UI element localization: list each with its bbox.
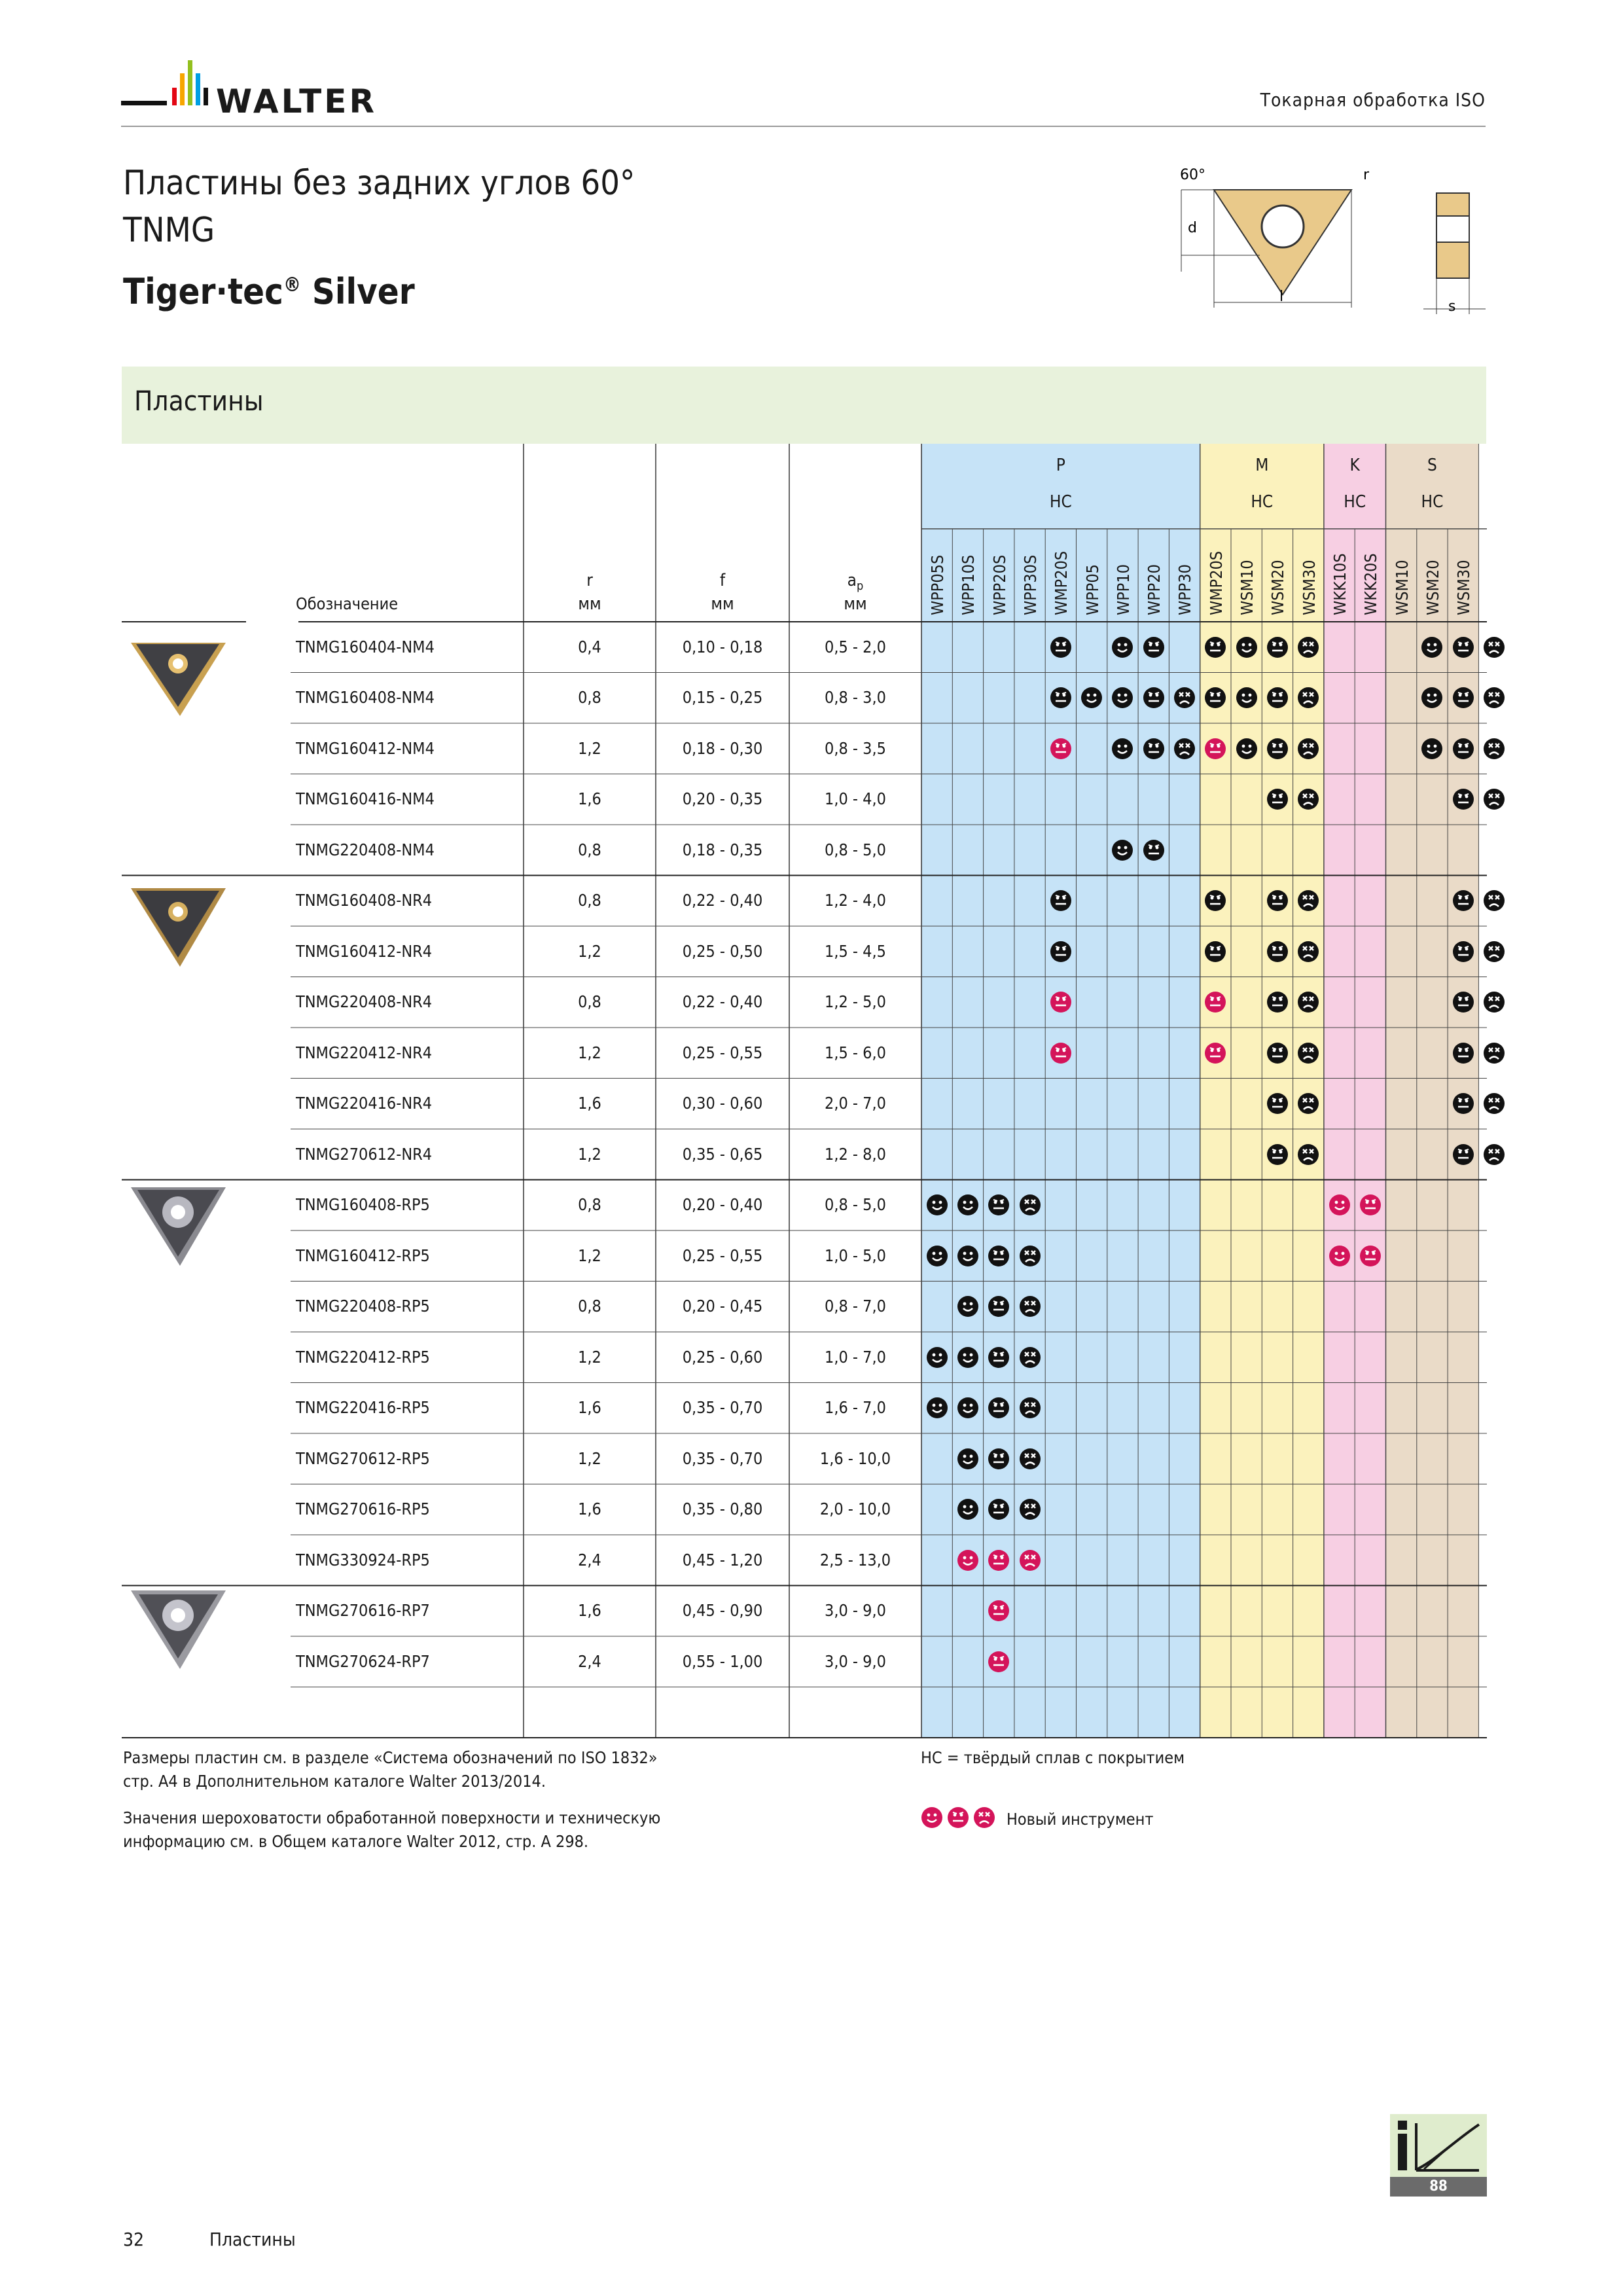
cell-ap: 0,8 - 3,5 [825,738,886,758]
grade-header: WPP20S [990,554,1009,615]
good-suitability-icon [957,1245,979,1267]
cell-f: 0,18 - 0,30 [682,738,763,758]
new-medium-suitability-icon [1050,738,1072,760]
medium-suitability-icon [1266,941,1289,963]
good-suitability-icon [1236,738,1258,760]
medium-suitability-icon [1452,1042,1474,1064]
poor-suitability-icon [1173,738,1196,760]
medium-suitability-icon [1452,738,1474,760]
cell-ap: 2,5 - 13,0 [819,1550,891,1570]
poor-suitability-icon [1297,687,1319,709]
grade-header: WPP10S [959,554,978,615]
poor-suitability-icon [1019,1397,1041,1419]
cell-f: 0,20 - 0,35 [682,789,763,809]
poor-suitability-icon [1297,1042,1319,1064]
good-suitability-icon [1421,738,1443,760]
poor-suitability-icon [1297,991,1319,1013]
new-medium-suitability-icon [1050,1042,1072,1064]
cell-f: 0,22 - 0,40 [682,891,763,910]
cell-r: 1,6 [578,1499,601,1519]
coating-label-s: HC [1421,492,1444,512]
cell-f: 0,20 - 0,45 [682,1297,763,1316]
cell-designation: TNMG220408-NM4 [296,840,435,859]
new-medium-suitability-icon [1359,1245,1382,1267]
cell-f: 0,25 - 0,55 [682,1246,763,1265]
grade-header: WSM30 [1454,560,1474,615]
drawing-s-label: s [1448,298,1456,315]
poor-suitability-icon [1297,738,1319,760]
cell-f: 0,45 - 0,90 [682,1601,763,1621]
cell-r: 1,2 [578,1246,601,1265]
coating-label-m: HC [1251,492,1274,512]
page-subtitle-tnmg: TNMG [123,211,215,250]
cell-f: 0,25 - 0,50 [682,941,763,961]
medium-suitability-icon [1452,1143,1474,1166]
cell-f: 0,25 - 0,60 [682,1347,763,1367]
medium-suitability-icon [1266,1042,1289,1064]
cell-ap: 1,6 - 10,0 [819,1448,891,1468]
cell-r: 0,8 [578,1297,601,1316]
col-header-f-unit: мм [711,594,734,614]
poor-suitability-icon [1019,1448,1041,1470]
good-suitability-icon [1421,687,1443,709]
cell-f: 0,18 - 0,35 [682,840,763,859]
footnote-roughness-1: Значения шероховатости обработанной поверхности и техническую [123,1808,661,1827]
medium-suitability-icon [1204,687,1226,709]
grade-header: WPP05S [928,554,947,615]
poor-suitability-icon [1483,1143,1505,1166]
cell-designation: TNMG270616-RP5 [296,1499,430,1519]
iso-group-m: M [1255,456,1269,475]
medium-suitability-icon [1266,889,1289,912]
cell-designation: TNMG160408-RP5 [296,1195,430,1215]
cell-ap: 1,6 - 7,0 [825,1398,886,1418]
medium-suitability-icon [1266,738,1289,760]
good-suitability-icon [926,1194,948,1216]
cell-designation: TNMG220408-RP5 [296,1297,430,1316]
good-suitability-icon [1236,687,1258,709]
medium-suitability-icon [988,1397,1010,1419]
info-box-number: 88 [1429,2178,1448,2195]
cell-f: 0,45 - 1,20 [682,1550,763,1570]
insert-image-rp7 [124,1583,229,1677]
cell-designation: TNMG160408-NM4 [296,688,435,708]
poor-suitability-icon [1483,687,1505,709]
page-number: 32 [123,2229,145,2250]
new-medium-suitability-icon [1359,1194,1382,1216]
col-header-ap-unit: мм [844,594,867,614]
new-poor-legend-icon [973,1806,995,1829]
poor-suitability-icon [1297,636,1319,658]
medium-suitability-icon [1266,687,1289,709]
good-suitability-icon [926,1346,948,1369]
medium-suitability-icon [988,1448,1010,1470]
drawing-d-label: d [1188,220,1197,236]
good-suitability-icon [1080,687,1103,709]
cell-ap: 0,8 - 5,0 [825,840,886,859]
cell-r: 1,6 [578,1601,601,1621]
footer-label: Пластины [209,2229,296,2250]
section-title: Токарная обработка ISO [1260,89,1486,111]
cell-r: 0,8 [578,688,601,708]
medium-suitability-icon [1452,889,1474,912]
cell-f: 0,25 - 0,55 [682,1043,763,1062]
medium-suitability-icon [1452,991,1474,1013]
cell-ap: 1,2 - 5,0 [825,992,886,1012]
medium-suitability-icon [1266,1092,1289,1115]
cell-ap: 1,5 - 6,0 [825,1043,886,1062]
coating-label-p: HC [1049,492,1072,512]
cell-r: 1,2 [578,1347,601,1367]
medium-suitability-icon [1204,941,1226,963]
poor-suitability-icon [1019,1295,1041,1318]
new-poor-suitability-icon [1019,1549,1041,1571]
insert-image-nm4 [124,630,229,724]
col-header-f: f [719,571,726,590]
cell-f: 0,35 - 0,70 [682,1448,763,1468]
medium-suitability-icon [988,1194,1010,1216]
medium-suitability-icon [988,1498,1010,1520]
poor-suitability-icon [1019,1245,1041,1267]
grade-header: WPP05 [1082,564,1102,615]
cell-r: 2,4 [578,1651,601,1671]
cell-designation: TNMG160412-RP5 [296,1246,430,1265]
grade-header: WSM10 [1238,560,1257,615]
cell-designation: TNMG160416-NM4 [296,789,435,809]
poor-suitability-icon [1297,1143,1319,1166]
cell-ap: 2,0 - 10,0 [819,1499,891,1519]
grade-header: WPP20 [1145,564,1164,615]
cell-designation: TNMG220416-RP5 [296,1398,430,1418]
col-header-designation: Обозначение [296,594,399,613]
medium-suitability-icon [1452,687,1474,709]
new-medium-suitability-icon [988,1651,1010,1673]
insert-image-rp5 [124,1179,229,1274]
good-suitability-icon [1111,636,1133,658]
cell-designation: TNMG160412-NM4 [296,738,435,758]
cell-ap: 0,8 - 5,0 [825,1195,886,1215]
footnote-dimensions-2: стр. A4 в Дополнительном каталоге Walter 2013/2014. [123,1772,546,1791]
poor-suitability-icon [1019,1346,1041,1369]
footnote-dimensions-1: Размеры пластин см. в разделе «Система обозначений по ISO 1832» [123,1748,658,1767]
cell-r: 1,2 [578,941,601,961]
good-suitability-icon [957,1448,979,1470]
cell-r: 1,2 [578,1448,601,1468]
poor-suitability-icon [1483,991,1505,1013]
medium-suitability-icon [1050,636,1072,658]
cell-designation: TNMG330924-RP5 [296,1550,430,1570]
good-suitability-icon [1111,687,1133,709]
grade-header: WSM30 [1299,560,1319,615]
new-good-legend-icon [921,1806,943,1829]
cell-designation: TNMG270612-RP5 [296,1448,430,1468]
cell-r: 0,8 [578,1195,601,1215]
medium-suitability-icon [1452,1092,1474,1115]
medium-suitability-icon [1266,1143,1289,1166]
cell-r: 0,8 [578,891,601,910]
cell-designation: TNMG270612-NR4 [296,1144,433,1164]
cell-designation: TNMG220412-RP5 [296,1347,430,1367]
poor-suitability-icon [1483,889,1505,912]
cell-ap: 1,2 - 8,0 [825,1144,886,1164]
poor-suitability-icon [1483,636,1505,658]
grade-header: WPP30S [1020,554,1040,615]
new-good-suitability-icon [1329,1245,1351,1267]
cell-r: 1,6 [578,1094,601,1113]
new-medium-suitability-icon [1050,991,1072,1013]
new-good-suitability-icon [1329,1194,1351,1216]
cell-f: 0,35 - 0,80 [682,1499,763,1519]
cell-designation: TNMG270616-RP7 [296,1601,430,1621]
new-good-suitability-icon [957,1549,979,1571]
drawing-r-label: r [1363,167,1370,183]
medium-suitability-icon [988,1245,1010,1267]
cell-ap: 3,0 - 9,0 [825,1651,886,1671]
cell-f: 0,15 - 0,25 [682,688,763,708]
cell-ap: 1,0 - 4,0 [825,789,886,809]
iso-group-p: P [1056,456,1065,475]
medium-suitability-icon [1050,941,1072,963]
medium-suitability-icon [1050,687,1072,709]
footnote-hc: HC = твёрдый сплав с покрытием [921,1748,1185,1767]
medium-suitability-icon [1266,788,1289,810]
cell-ap: 1,2 - 4,0 [825,891,886,910]
poor-suitability-icon [1483,788,1505,810]
medium-suitability-icon [1204,889,1226,912]
good-suitability-icon [1236,636,1258,658]
page-title: Пластины без задних углов 60° [123,164,635,203]
good-suitability-icon [926,1397,948,1419]
cell-ap: 0,8 - 7,0 [825,1297,886,1316]
medium-suitability-icon [1452,941,1474,963]
cell-f: 0,10 - 0,18 [682,637,763,656]
new-medium-suitability-icon [988,1549,1010,1571]
cell-ap: 1,0 - 5,0 [825,1246,886,1265]
cell-ap: 0,5 - 2,0 [825,637,886,656]
medium-suitability-icon [1143,839,1165,861]
cell-r: 1,2 [578,1144,601,1164]
col-header-r-unit: мм [578,594,601,614]
cell-designation: TNMG160408-NR4 [296,891,433,910]
poor-suitability-icon [1297,889,1319,912]
medium-suitability-icon [1143,738,1165,760]
col-header-r: r [586,571,593,590]
cell-designation: TNMG220412-NR4 [296,1043,433,1062]
medium-suitability-icon [988,1295,1010,1318]
grade-header: WPP10 [1113,564,1133,615]
insert-image-nr4 [124,880,229,975]
medium-suitability-icon [988,1346,1010,1369]
new-medium-suitability-icon [988,1600,1010,1622]
cell-f: 0,22 - 0,40 [682,992,763,1012]
cell-designation: TNMG160412-NR4 [296,941,433,961]
grade-header: WKK20S [1361,553,1381,615]
drawing-l-label: l [1279,289,1284,305]
cell-f: 0,55 - 1,00 [682,1651,763,1671]
good-suitability-icon [1421,636,1443,658]
medium-suitability-icon [1452,788,1474,810]
medium-suitability-icon [1204,636,1226,658]
good-suitability-icon [957,1346,979,1369]
poor-suitability-icon [1483,1042,1505,1064]
medium-suitability-icon [1143,687,1165,709]
grade-header: WSM20 [1268,560,1288,615]
new-medium-suitability-icon [1204,738,1226,760]
cell-ap: 1,0 - 7,0 [825,1347,886,1367]
grade-header: WMP20S [1052,550,1071,615]
poor-suitability-icon [1483,941,1505,963]
cell-r: 0,8 [578,992,601,1012]
cell-r: 0,4 [578,637,601,656]
section-band-label: Пластины [134,385,264,417]
drawing-angle-label: 60° [1180,167,1205,183]
grade-header: WSM20 [1423,560,1442,615]
cell-f: 0,35 - 0,65 [682,1144,763,1164]
iso-group-s: S [1427,456,1437,475]
grade-header: WPP30 [1175,564,1195,615]
cell-r: 0,8 [578,840,601,859]
cell-ap: 2,0 - 7,0 [825,1094,886,1113]
poor-suitability-icon [1019,1194,1041,1216]
medium-suitability-icon [1143,636,1165,658]
new-medium-suitability-icon [1204,1042,1226,1064]
good-suitability-icon [957,1498,979,1520]
poor-suitability-icon [1297,788,1319,810]
medium-suitability-icon [1266,991,1289,1013]
cell-ap: 1,5 - 4,5 [825,941,886,961]
good-suitability-icon [957,1397,979,1419]
footnote-new-tool: Новый инструмент [1007,1810,1154,1829]
grade-header: WMP20S [1206,550,1226,615]
product-line-title: Tiger·tec® Silver [123,271,415,312]
medium-suitability-icon [1050,889,1072,912]
good-suitability-icon [926,1245,948,1267]
poor-suitability-icon [1297,941,1319,963]
cell-f: 0,35 - 0,70 [682,1398,763,1418]
new-medium-legend-icon [947,1806,969,1829]
cell-designation: TNMG220416-NR4 [296,1094,433,1113]
cell-r: 2,4 [578,1550,601,1570]
cell-ap: 3,0 - 9,0 [825,1601,886,1621]
poor-suitability-icon [1173,687,1196,709]
poor-suitability-icon [1483,1092,1505,1115]
poor-suitability-icon [1483,738,1505,760]
coating-label-k: HC [1344,492,1366,512]
medium-suitability-icon [1266,636,1289,658]
cell-designation: TNMG160404-NM4 [296,637,435,656]
good-suitability-icon [957,1194,979,1216]
col-header-ap: $a_p$ [847,571,864,594]
cell-f: 0,20 - 0,40 [682,1195,763,1215]
cell-designation: TNMG220408-NR4 [296,992,433,1012]
cell-r: 1,2 [578,738,601,758]
poor-suitability-icon [1019,1498,1041,1520]
grade-header: WKK10S [1330,553,1349,615]
good-suitability-icon [957,1295,979,1318]
brand-wordmark: WALTER [216,82,377,120]
good-suitability-icon [1111,839,1133,861]
footnote-roughness-2: информацию см. в Общем каталоге Walter 2012, стр. A 298. [123,1832,589,1851]
cell-designation: TNMG270624-RP7 [296,1651,430,1671]
cell-r: 1,6 [578,789,601,809]
cell-f: 0,30 - 0,60 [682,1094,763,1113]
grade-header: WSM10 [1392,560,1412,615]
medium-suitability-icon [1452,636,1474,658]
good-suitability-icon [1111,738,1133,760]
cell-r: 1,2 [578,1043,601,1062]
iso-group-k: K [1349,456,1360,475]
cell-ap: 0,8 - 3,0 [825,688,886,708]
cell-r: 1,6 [578,1398,601,1418]
poor-suitability-icon [1297,1092,1319,1115]
new-medium-suitability-icon [1204,991,1226,1013]
